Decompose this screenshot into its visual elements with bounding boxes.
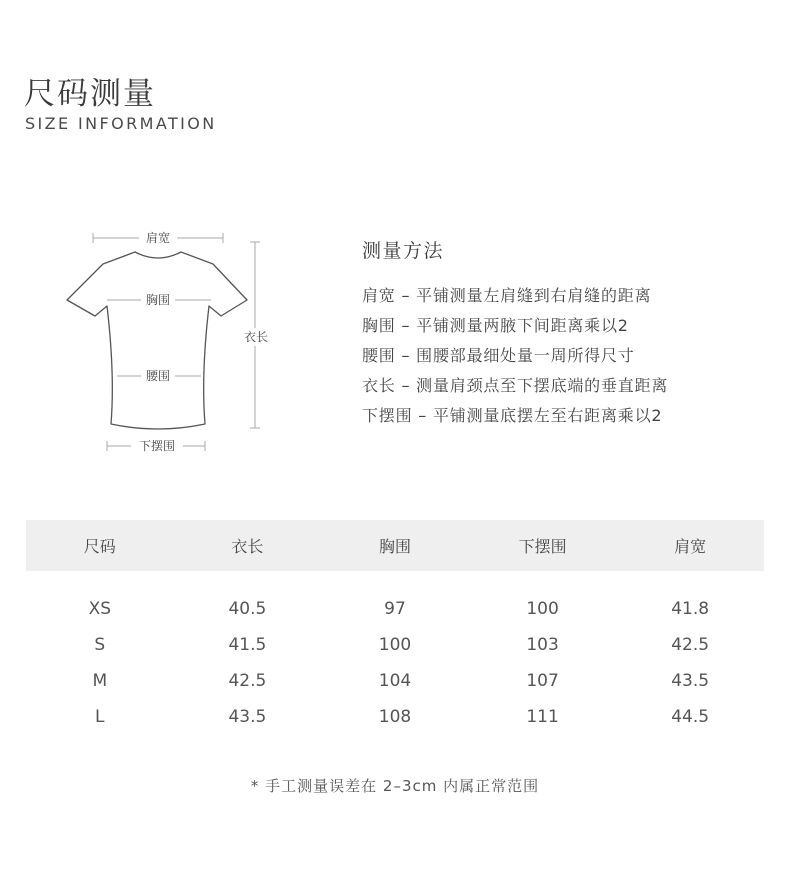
- method-line-hem: 下摆围 – 平铺测量底摆左至右距离乘以2: [362, 406, 663, 425]
- header-hem: 下摆围: [518, 537, 567, 556]
- tshirt-outline-icon: [55, 224, 285, 464]
- cell-length: 42.5: [228, 671, 267, 691]
- chest-label: 胸围: [145, 293, 171, 307]
- length-label: 衣长: [243, 330, 269, 344]
- cell-shoulder: 44.5: [671, 707, 710, 727]
- cell-length: 40.5: [228, 599, 267, 619]
- garment-diagram: [55, 224, 285, 464]
- tshirt-outline: [67, 252, 247, 429]
- cell-length: 41.5: [228, 635, 267, 655]
- method-line-chest: 胸围 – 平铺测量两腋下间距离乘以2: [362, 316, 629, 335]
- cell-size: XS: [88, 599, 112, 619]
- method-line-length: 衣长 – 测量肩颈点至下摆底端的垂直距离: [362, 376, 669, 395]
- cell-size: S: [94, 635, 106, 655]
- cell-size: L: [95, 707, 105, 727]
- table-body: [26, 571, 764, 735]
- cell-hem: 103: [526, 635, 559, 655]
- table-row: [26, 591, 764, 627]
- cell-hem: 100: [526, 599, 559, 619]
- cell-hem: 107: [526, 671, 559, 691]
- waist-label: 腰围: [145, 369, 171, 383]
- method-title: 测量方法: [362, 240, 445, 262]
- hem-label: 下摆围: [138, 439, 176, 453]
- header-chest: 胸围: [378, 537, 411, 556]
- table-row: [26, 699, 764, 735]
- table-row: [26, 663, 764, 699]
- table-row: [26, 627, 764, 663]
- cell-shoulder: 41.8: [671, 599, 710, 619]
- header-length: 衣长: [231, 537, 264, 556]
- table-header: [26, 520, 764, 571]
- measurement-method: [362, 236, 668, 431]
- shoulder-label: 肩宽: [145, 231, 171, 245]
- header-size: 尺码: [83, 537, 116, 556]
- cell-chest: 100: [378, 635, 412, 655]
- cell-shoulder: 42.5: [671, 635, 710, 655]
- cell-chest: 108: [378, 707, 412, 727]
- header-shoulder: 肩宽: [674, 537, 707, 556]
- cell-size: M: [92, 671, 108, 691]
- method-line-shoulder: 肩宽 – 平铺测量左肩缝到右肩缝的距离: [362, 286, 652, 305]
- measurement-note: * 手工测量误差在 2–3cm 内属正常范围: [250, 777, 540, 795]
- cell-chest: 97: [384, 599, 406, 619]
- page-subtitle: SIZE INFORMATION: [25, 114, 217, 133]
- cell-hem: 111: [526, 707, 559, 727]
- method-line-waist: 腰围 – 围腰部最细处量一周所得尺寸: [362, 346, 635, 365]
- cell-shoulder: 43.5: [671, 671, 710, 691]
- page-title: 尺码测量: [24, 76, 156, 112]
- cell-chest: 104: [378, 671, 412, 691]
- cell-length: 43.5: [228, 707, 267, 727]
- size-table: [26, 520, 764, 735]
